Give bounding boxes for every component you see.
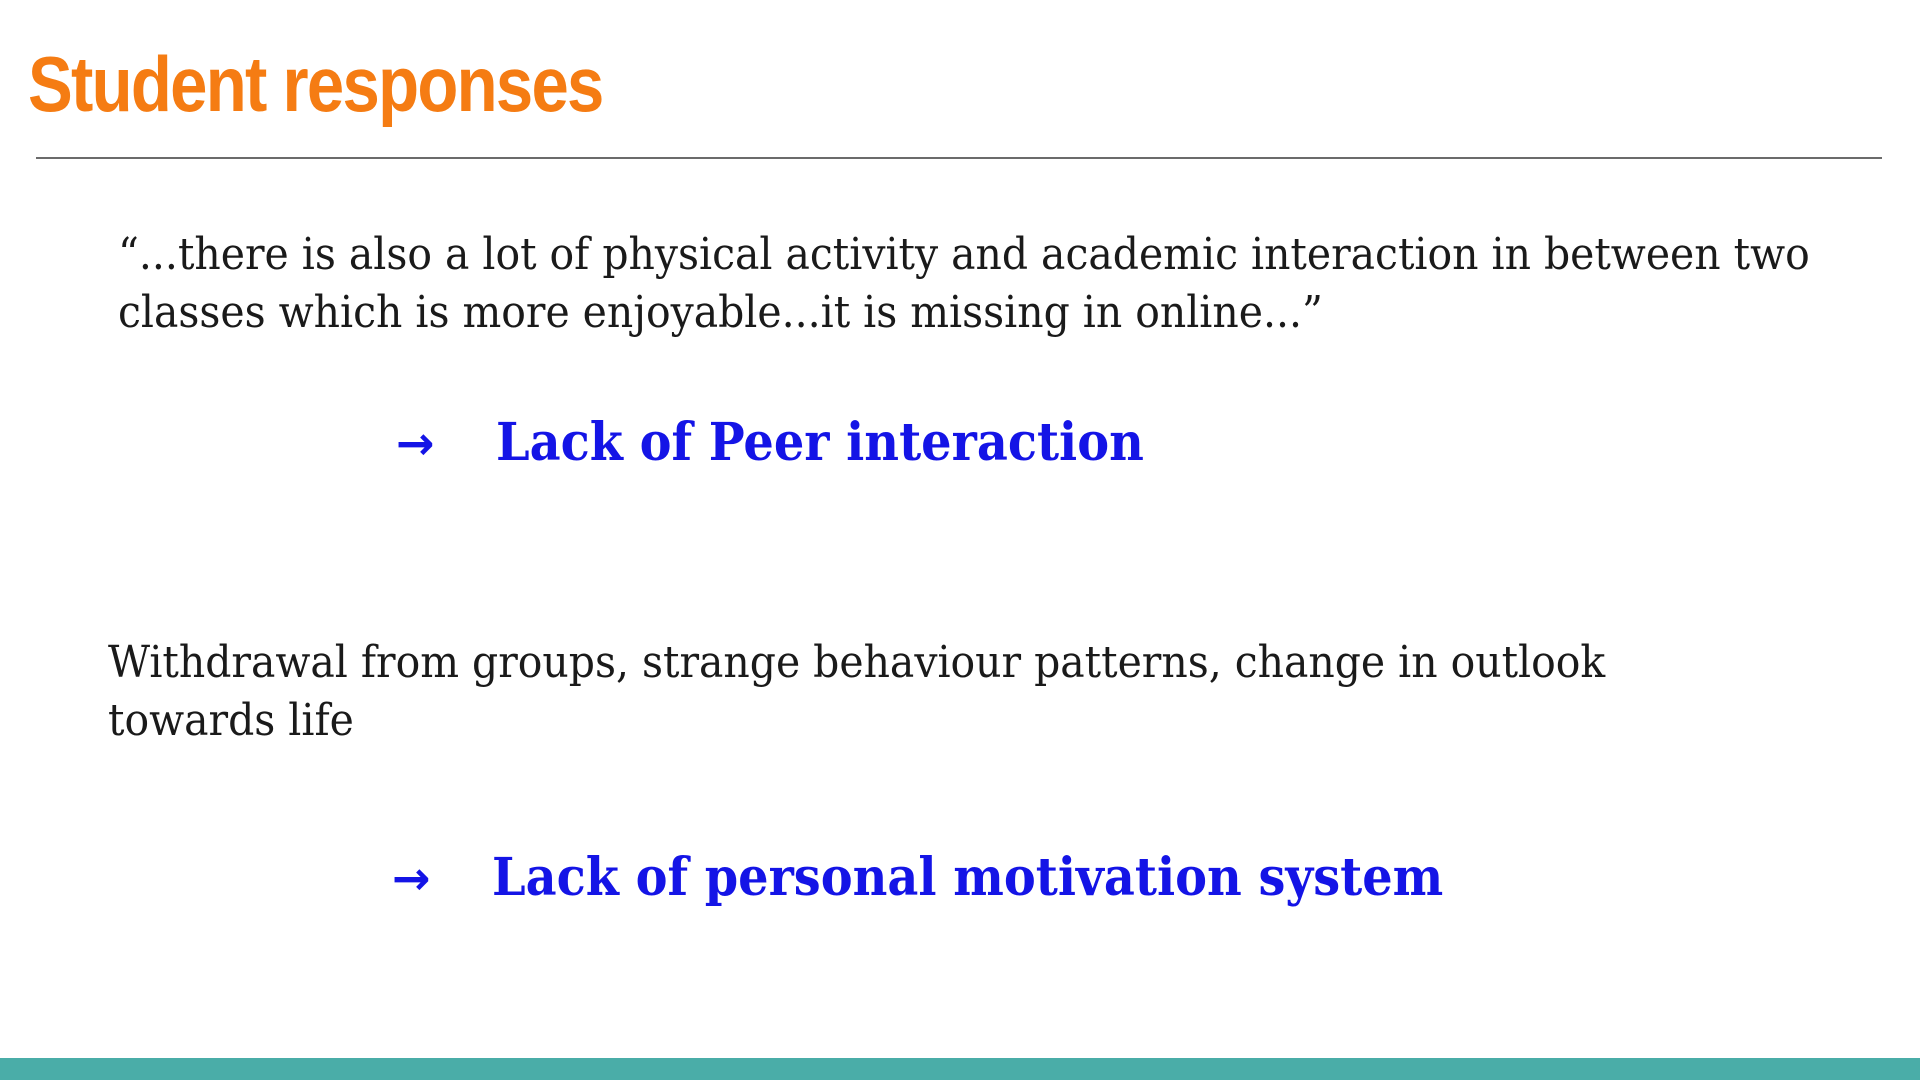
conclusion-label: Lack of personal motivation system (492, 847, 1444, 908)
title-divider (36, 157, 1882, 159)
student-quote: “...there is also a lot of physical activity and academic interaction in between two classes which is more enjoyable...it is missing in online...” (118, 229, 1810, 338)
right-arrow-icon: → (396, 416, 435, 470)
conclusion-label: Lack of Peer interaction (496, 412, 1144, 473)
right-arrow-icon: → (392, 851, 431, 905)
observation-text: Withdrawal from groups, strange behaviour patterns, change in outlook towards life (108, 637, 1606, 746)
footer-accent-bar (0, 1058, 1920, 1080)
slide-title: Student responses (28, 40, 603, 128)
conclusion-motivation (392, 848, 1526, 908)
conclusion-peer-interaction (396, 413, 1200, 473)
